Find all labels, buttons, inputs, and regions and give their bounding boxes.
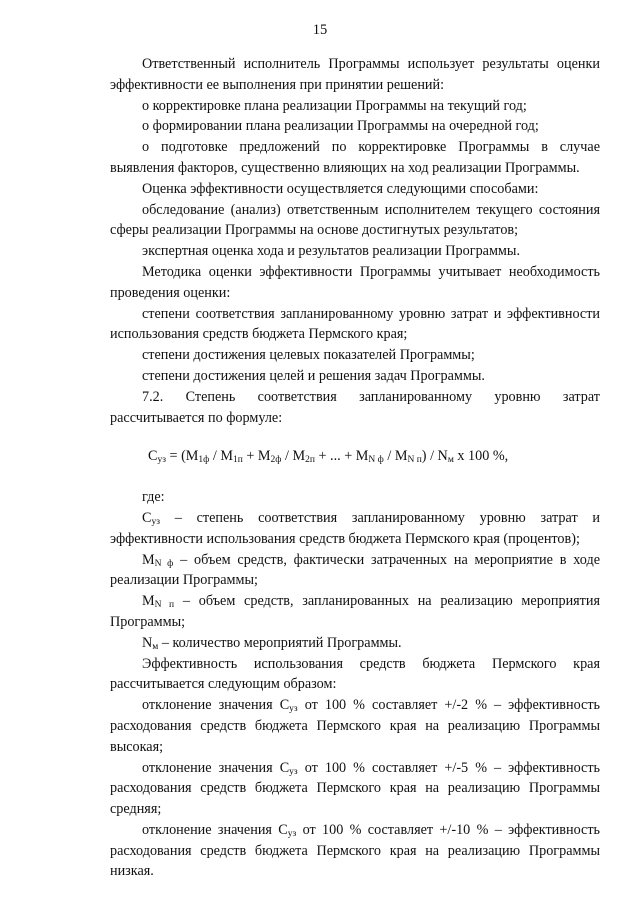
list-item-costs: степени соответствия запланированному уровню затрат и эффективности использования средств бюджета Пермского края; (110, 305, 600, 343)
list-item-correction: о корректировке плана реализации Программы на текущий год; (142, 97, 527, 114)
paragraph-methods: Оценка эффективности осуществляется следующими способами: (142, 180, 539, 197)
document-body (110, 54, 600, 882)
definition-mnp: $М_{N п}$ – объем средств, запланированных на реализацию мероприятия Программы; (110, 593, 600, 630)
definition-mnf: $М_{N ф}$ – объем средств, фактически затраченных на мероприятие в ходе реализации Программы; (110, 551, 600, 589)
formula: $С_{уз} = (М_{1ф} / М_{1п} + М_{2ф} / М_{2п}$ + ... + $М_{N ф} / М_{N п}) / N_м$ x 100 %, (148, 448, 509, 466)
list-item-formation: о формировании плана реализации Программы на очередной год; (142, 118, 539, 135)
paragraph-section-7-2: 7.2. Степень соответствия запланированному уровню затрат рассчитывается по формуле: (110, 388, 600, 426)
paragraph-methodology: Методика оценки эффективности Программы учитывает необходимость проведения оценки: (110, 263, 600, 301)
efficiency-medium: отклонение значения $С_{уз}$ от 100 % составляет +/-5 % – эффективность расходования средств бюджета Пермского края на реализацию Программы средняя; (110, 759, 600, 818)
list-item-expert: экспертная оценка хода и результатов реализации Программы. (142, 243, 520, 260)
where-label: где: (142, 489, 165, 506)
list-item-indicators: степени достижения целевых показателей Программы; (142, 347, 475, 364)
efficiency-high: отклонение значения $С_{уз}$ от 100 % составляет +/-2 % – эффективность расходования средств бюджета Пермского края на реализацию Программы высокая; (110, 697, 600, 755)
list-item-preparation: о подготовке предложений по корректировке Программы в случае выявления факторов, существенно влияющих на ход реализации Программы. (110, 139, 600, 176)
definition-nm: $N_м$ – количество мероприятий Программы. (142, 634, 402, 652)
definition-cuz: $С_{уз}$ – степень соответствия запланированному уровню затрат и эффективности использования средств бюджета Пермского края (процентов); (110, 509, 600, 547)
list-item-goals: степени достижения целей и решения задач Программы. (142, 367, 485, 384)
paragraph-efficiency: Эффективность использования средств бюджета Пермского края рассчитывается следующим образом: (110, 655, 600, 693)
efficiency-low: отклонение значения $С_{уз}$ от 100 % составляет +/-10 % – эффективность расходования средств бюджета Пермского края на реализацию Программы низкая. (110, 821, 600, 880)
paragraph-intro: Ответственный исполнитель Программы использует результаты оценки эффективности ее выполнения при принятии решений: (110, 56, 600, 93)
list-item-survey: обследование (анализ) ответственным исполнителем текущего состояния сферы реализации Программы на основе достигнутых результатов; (110, 201, 600, 239)
page-number: 15 (312, 22, 328, 38)
